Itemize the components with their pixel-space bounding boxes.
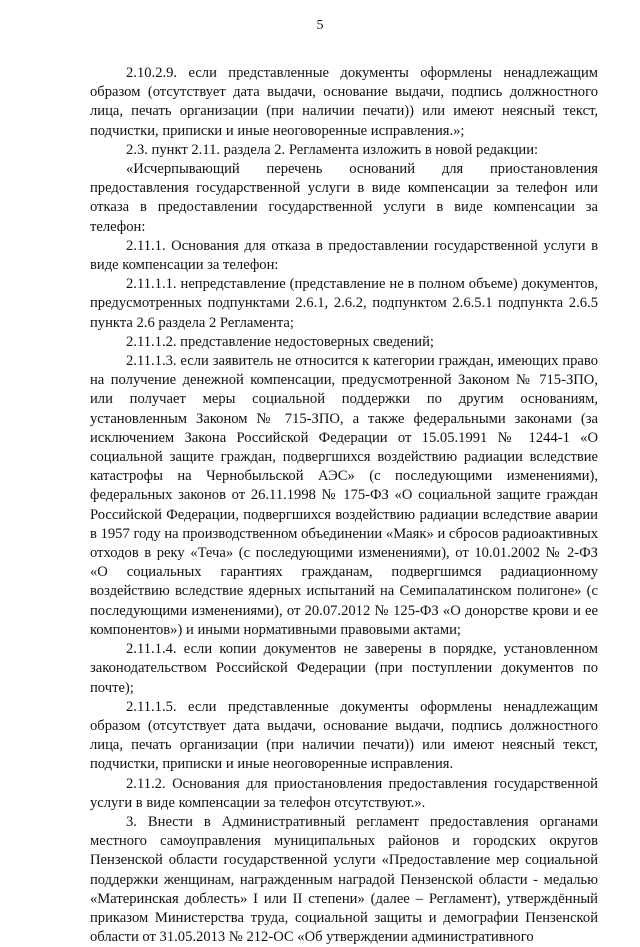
paragraph-exhaustive-list: «Исчерпывающий перечень оснований для приостановления предоставления государственной услуги в виде компенсации за телефон или отказа в предоставлении государственной услуги в виде компенсации за телефон: [90,161,598,235]
paragraph-2-11-1: 2.11.1. Основания для отказа в предоставлении государственной услуги в виде компенсации за телефон: [90,237,598,274]
paragraph-2-3: 2.3. пункт 2.11. раздела 2. Регламента изложить в новой редакции: [126,141,539,158]
paragraph-2-11-1-2: 2.11.1.2. представление недостоверных сведений; [126,333,434,350]
paragraph-2-11-1-5: 2.11.1.5. если представленные документы оформлены ненадлежащим образом (отсутствует дата выдачи, основание выдачи, подпись должностного лица, печать организации (при наличии печати)) или имеют неясный текст, подчистки, приписки и иные неоговоренные исправления. [90,698,598,773]
paragraph-2-11-1-3: 2.11.1.3. если заявитель не относится к категории граждан, имеющих право на получение денежной компенсации, предусмотренной Законом № 715-ЗПО, или получает меры социальной поддержки по другим основаниям, установленным Законом № 715-ЗПО, а также федеральными законами (за исключением Закона Российской Федерации от 15.05.1991 № 1244-1 «О социальной защите граждан, подвергшихся воздействию радиации вследствие катастрофы на Чернобыльской АЭС» (с последующими изменениями), федеральных законов от 26.11.1998 № 175-ФЗ «О социальной защите граждан Российской Федерации, подвергшихся воздействию радиации вследствие аварии в 1957 году на производственном объединении «Маяк» и сбросов радиоактивных отходов в реку «Теча» (с последующими изменениями), от 10.01.2002 № 2-ФЗ «О социальных гарантиях гражданам, подвергшимся радиационному воздействию вследствие ядерных испытаний на Семипалатинском полигоне» (с последующими изменениями), от 20.07.2012 № 125-ФЗ «О донорстве крови и ее компонентов») и иными нормативными правовыми актами; [90,353,598,638]
document-body [90,64,598,947]
paragraph-2-11-1-4: 2.11.1.4. если копии документов не заверены в порядке, установленном законодательством Российской Федерации (при поступлении документов по почте); [90,641,598,696]
paragraph-2-10-2-9: 2.10.2.9. если представленные документы оформлены ненадлежащим образом (отсутствует дата выдачи, основание выдачи, подпись должностного лица, печать организации (при наличии печати)) или имеют неясный текст, подчистки, приписки и иные неоговоренные исправления.»; [90,65,598,139]
page-number: 5 [316,18,324,33]
paragraph-2-11-2: 2.11.2. Основания для приостановления предоставления государственной услуги в виде компенсации за телефон отсутствуют.». [90,775,598,811]
paragraph-3: 3. Внести в Административный регламент предоставления органами местного самоуправления муниципальных районов и городских округов Пензенской области государственной услуги «Предоставление мер социальной поддержки женщинам, награжденным наградой Пензенской области - медалью «Материнская доблесть» I или II степени» (далее – Регламент), утверждённый приказом Министерства труда, социальной защиты и демографии Пензенской области от 31.05.2013 № 212-ОС «Об утверждении административного [90,813,598,946]
paragraph-2-11-1-1: 2.11.1.1. непредставление (представление не в полном объеме) документов, предусмотренных подпунктами 2.6.1, 2.6.2, подпунктом 2.6.5.1 подпункта 2.6.5 пункта 2.6 раздела 2 Регламента; [90,276,598,331]
